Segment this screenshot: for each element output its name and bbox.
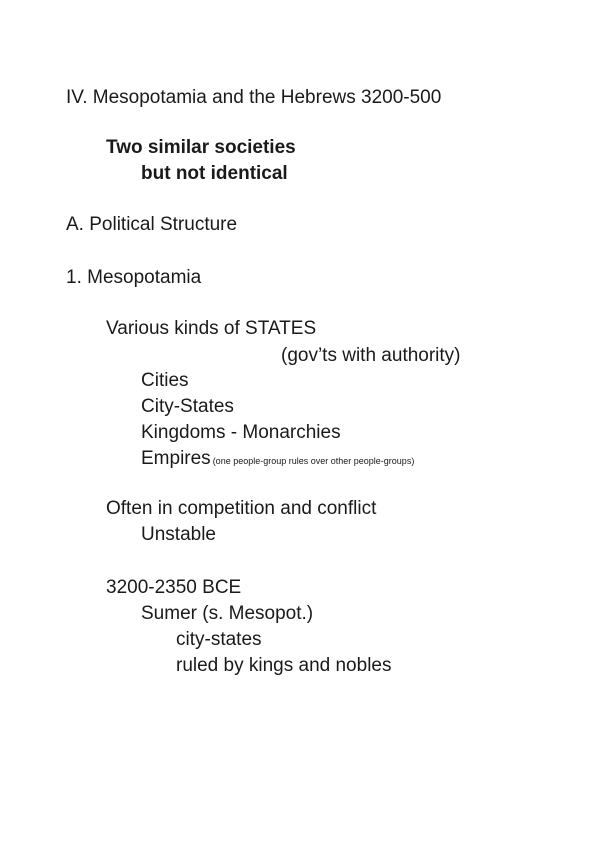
states-note: (gov’ts with authority) bbox=[281, 345, 461, 366]
state-item: Cities bbox=[141, 370, 189, 391]
states-title: Various kinds of STATES bbox=[106, 318, 317, 339]
subsection-heading: 1. Mesopotamia bbox=[66, 267, 202, 288]
empires-note: (one people-group rules over other people-groups) bbox=[212, 456, 415, 466]
period-detail: ruled by kings and nobles bbox=[176, 655, 392, 676]
state-item-label: Empires bbox=[141, 448, 211, 469]
subtitle-line-1: Two similar societies bbox=[106, 137, 296, 158]
section-heading: A. Political Structure bbox=[66, 214, 238, 235]
subtitle-line-2: but not identical bbox=[141, 163, 288, 184]
instability-line: Unstable bbox=[141, 524, 216, 545]
heading: IV. Mesopotamia and the Hebrews 3200-500 bbox=[66, 87, 442, 108]
period-detail: city-states bbox=[176, 629, 262, 650]
competition-line: Often in competition and conflict bbox=[106, 498, 377, 519]
state-item: Kingdoms - Monarchies bbox=[141, 422, 341, 443]
period-region: Sumer (s. Mesopot.) bbox=[141, 603, 314, 624]
period-date: 3200-2350 BCE bbox=[106, 577, 242, 598]
state-item-empires bbox=[141, 448, 414, 470]
state-item: City-States bbox=[141, 396, 234, 417]
